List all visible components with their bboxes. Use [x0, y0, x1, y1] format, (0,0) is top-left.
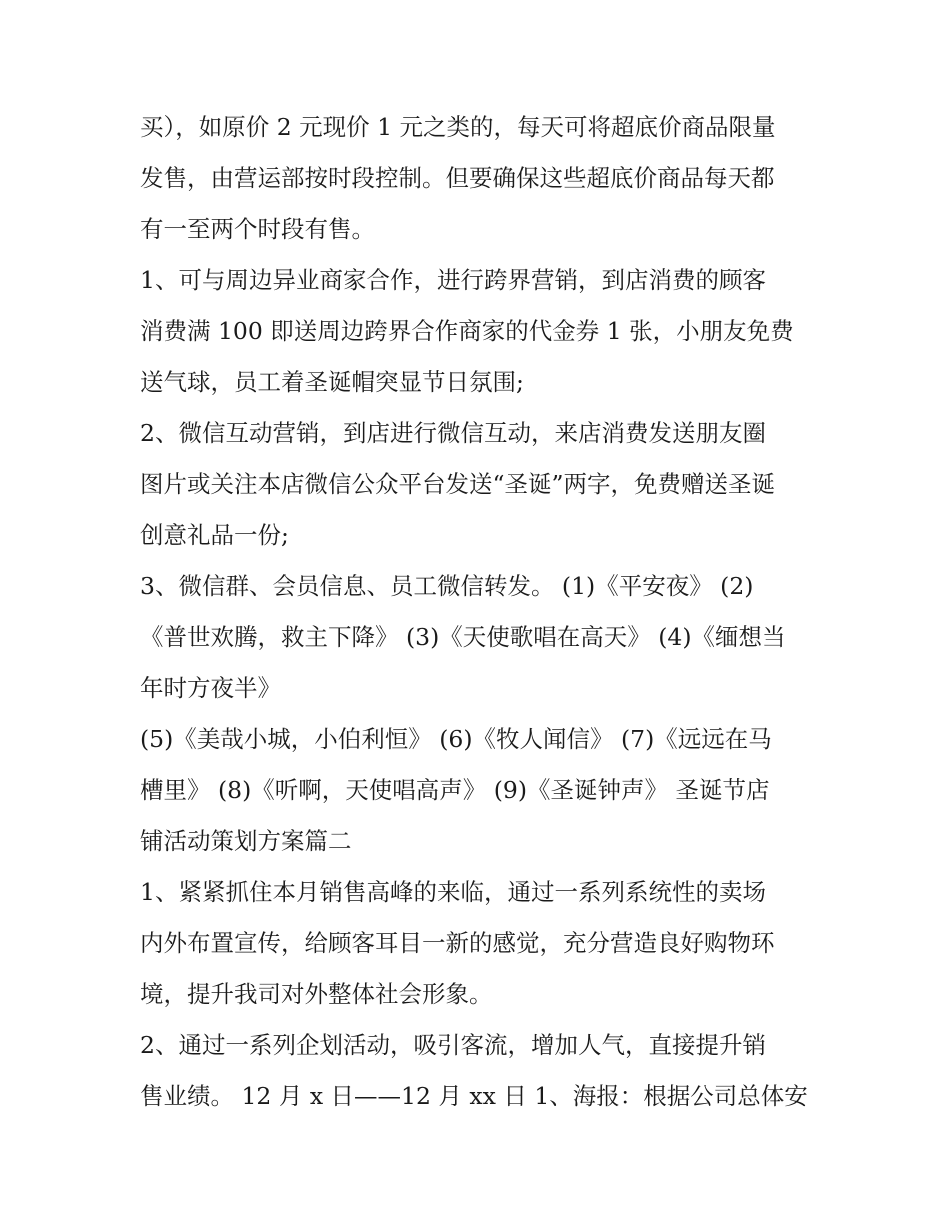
text-line: 铺活动策划方案篇二 — [140, 827, 352, 855]
document-body — [140, 102, 820, 1122]
text-line: 内外布置宣传，给顾客耳目一新的感觉，充分营造良好购物环 — [140, 929, 775, 957]
text-line: 境，提升我司对外整体社会形象。 — [140, 980, 493, 1008]
text-line: 消费满 100 即送周边跨界合作商家的代金券 1 张，小朋友免费 — [140, 317, 794, 345]
text-line: 2、通过一系列企划活动，吸引客流，增加人气，直接提升销 — [140, 1031, 766, 1059]
text-line: 1、可与周边异业商家合作，进行跨界营销，到店消费的顾客 — [140, 266, 766, 294]
text-line: 2、微信互动营销，到店进行微信互动，来店消费发送朋友圈 — [140, 419, 766, 447]
text-line: 1、紧紧抓住本月销售高峰的来临，通过一系列系统性的卖场 — [140, 878, 766, 906]
text-line: 创意礼品一份; — [140, 521, 289, 549]
text-line: 槽里》 (8)《听啊，天使唱高声》 (9)《圣诞钟声》 圣诞节店 — [140, 776, 770, 804]
text-line: 年时方夜半》 — [140, 674, 281, 702]
text-line: 买），如原价 2 元现价 1 元之类的，每天可将超底价商品限量 — [140, 113, 776, 141]
text-line: 3、微信群、会员信息、员工微信转发。 (1)《平安夜》 (2) — [140, 572, 754, 600]
text-line: 送气球，员工着圣诞帽突显节日氛围; — [140, 368, 524, 396]
text-line: (5)《美哉小城，小伯利恒》 (6)《牧人闻信》 (7)《远远在马 — [140, 725, 772, 753]
text-line: 发售，由营运部按时段控制。但要确保这些超底价商品每天都 — [140, 164, 775, 192]
text-line: 图片或关注本店微信公众平台发送“圣诞”两字，免费赠送圣诞 — [140, 470, 776, 498]
text-line: 售业绩。 12 月 x 日——12 月 xx 日 1、海报：根据公司总体安 — [140, 1082, 808, 1110]
text-line: 《普世欢腾，救主下降》 (3)《天使歌唱在高天》 (4)《缅想当 — [140, 623, 786, 651]
text-line: 有一至两个时段有售。 — [140, 215, 375, 243]
